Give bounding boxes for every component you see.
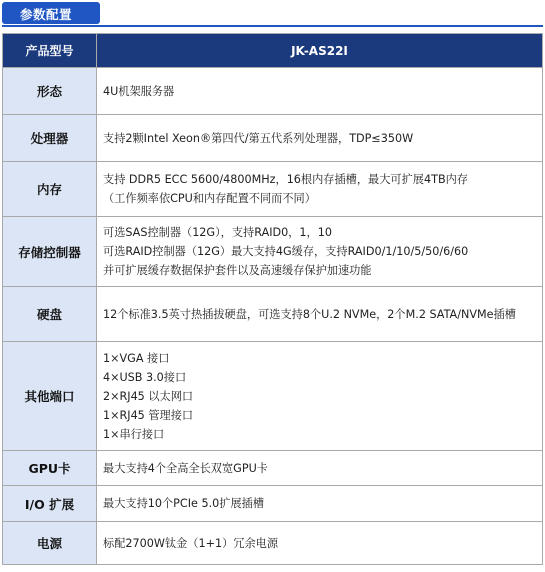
spec-value-line: 1×VGA 接口 xyxy=(103,351,170,365)
spec-value xyxy=(97,162,543,217)
section-tab xyxy=(2,2,100,24)
spec-label: 形态 xyxy=(3,68,97,115)
spec-label: GPU卡 xyxy=(3,451,97,486)
section-divider xyxy=(2,25,543,27)
spec-value xyxy=(97,217,543,287)
spec-table xyxy=(2,33,543,565)
spec-label: 存储控制器 xyxy=(3,217,97,287)
table-header-row xyxy=(3,34,543,68)
spec-label: I/O 扩展 xyxy=(3,486,97,522)
spec-value-line: 可选SAS控制器（12G），支持RAID0，1，10 xyxy=(103,226,332,239)
spec-row-processor xyxy=(3,115,543,162)
spec-value-line: 最大支持10个PCIe 5.0扩展插槽 xyxy=(103,497,265,510)
spec-value xyxy=(97,68,543,115)
spec-row-other-ports xyxy=(3,342,543,451)
spec-label: 其他端口 xyxy=(3,342,97,451)
header-product-model-label: 产品型号 xyxy=(3,34,97,68)
spec-row-form-factor xyxy=(3,68,543,115)
spec-row-storage-controller xyxy=(3,217,543,287)
spec-label: 硬盘 xyxy=(3,287,97,342)
spec-row-io-expansion xyxy=(3,486,543,522)
spec-value-line: 4×USB 3.0接口 xyxy=(103,370,187,384)
spec-row-gpu xyxy=(3,451,543,486)
spec-value-line: 1×串行接口 xyxy=(103,427,165,441)
spec-value-line: （工作频率依CPU和内存配置不同而不同） xyxy=(103,192,316,205)
spec-value-line: 12个标准3.5英寸热插拔硬盘，可选支持8个U.2 NVMe，2个M.2 SATA/NVMe插槽 xyxy=(103,307,516,321)
spec-value xyxy=(97,486,543,522)
spec-value xyxy=(97,451,543,486)
section-title: 参数配置 xyxy=(20,7,73,22)
spec-label: 处理器 xyxy=(3,115,97,162)
header-product-model-value: JK-AS22I xyxy=(97,34,543,68)
spec-value-line: 最大支持4个全高全长双宽GPU卡 xyxy=(103,461,268,475)
spec-row-memory xyxy=(3,162,543,217)
spec-value-line: 2×RJ45 以太网口 xyxy=(103,389,194,403)
spec-value-line: 支持2颗Intel Xeon®第四代/第五代系列处理器，TDP≤350W xyxy=(103,131,414,145)
spec-label: 内存 xyxy=(3,162,97,217)
spec-label: 电源 xyxy=(3,522,97,565)
spec-row-hard-disk xyxy=(3,287,543,342)
spec-value xyxy=(97,342,543,451)
spec-value-line: 可选RAID控制器（12G）最大支持4G缓存，支持RAID0/1/10/5/50/6/60 xyxy=(103,245,469,258)
spec-value xyxy=(97,287,543,342)
spec-row-power xyxy=(3,522,543,565)
spec-value xyxy=(97,522,543,565)
spec-value-line: 标配2700W钛金（1+1）冗余电源 xyxy=(103,536,279,550)
spec-value-line: 支持 DDR5 ECC 5600/4800MHz，16根内存插槽，最大可扩展4TB内存 xyxy=(103,173,468,186)
spec-value-line: 并可扩展缓存数据保护套件以及高速缓存保护加速功能 xyxy=(103,264,372,277)
spec-value-line: 4U机架服务器 xyxy=(103,84,175,98)
spec-value-line: 1×RJ45 管理接口 xyxy=(103,408,194,422)
spec-value xyxy=(97,115,543,162)
